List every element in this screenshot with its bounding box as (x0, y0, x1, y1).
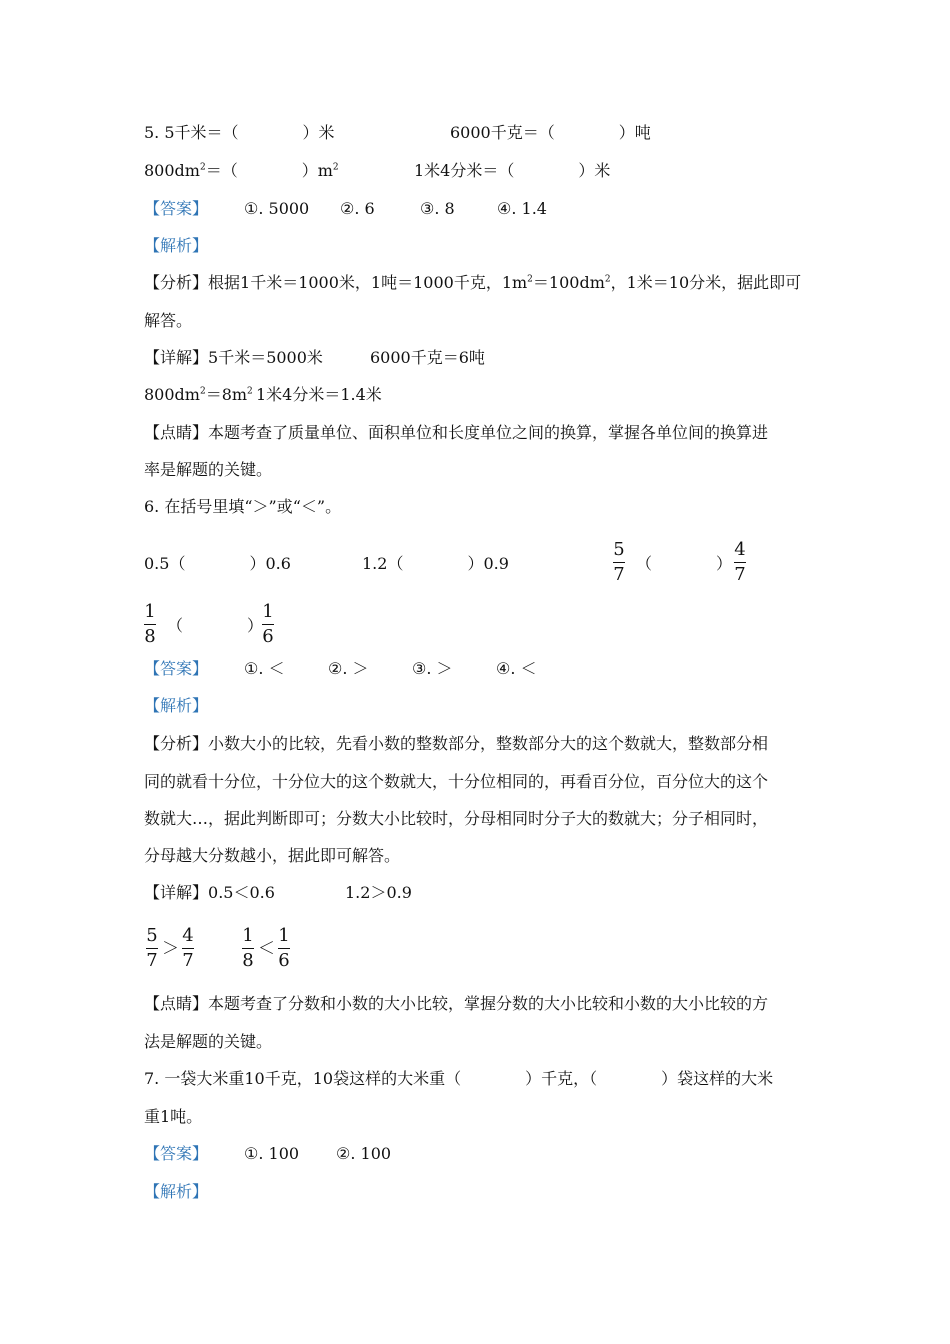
numerator: 5 (146, 925, 158, 946)
q5-answer-4: ④. 1.4 (497, 199, 547, 218)
fraction-1-6 (262, 602, 274, 647)
q5-fenxi-text-a: 根据1千米＝1000米，1吨＝1000千克，1m (208, 273, 528, 292)
q6-xiangjie-b: 1.2＞0.9 (345, 883, 412, 902)
q5-fenxi-line2: 解答。 (144, 311, 193, 330)
q5-row2 (144, 161, 339, 181)
q7-answer-1: ①. 100 (244, 1144, 300, 1163)
fraction-bar (144, 624, 156, 625)
fraction-bar (734, 562, 746, 563)
q6-fenxi-line1 (144, 734, 768, 754)
q5-item1: 5. 5千米＝（ ）米 (144, 123, 335, 142)
less-than-sign: ＜ (258, 939, 275, 959)
q5-answer-1: ①. 5000 (244, 199, 310, 218)
numerator: 4 (182, 925, 194, 946)
q5-row1 (144, 123, 335, 143)
fraction-bar (242, 948, 254, 949)
numerator: 1 (278, 925, 290, 946)
q6-answer-row (144, 659, 208, 679)
q5-xiangjie-line1 (144, 348, 323, 368)
q6-dianjing-line2: 法是解题的关键。 (144, 1032, 273, 1051)
fenxi-label: 【分析】 (144, 734, 209, 753)
numerator: 1 (262, 601, 274, 622)
numerator: 4 (734, 539, 746, 560)
q5-fenxi-line1 (144, 273, 801, 293)
denominator: 7 (734, 564, 746, 585)
q5-item3-post: ＝（ ）m (205, 161, 333, 180)
numerator: 1 (144, 601, 156, 622)
q5-xiangjie-c-mid: ＝8m (205, 385, 248, 404)
q6-jiexi-label: 【解析】 (144, 696, 209, 715)
q5-xiangjie-b: 6000千克＝6吨 (370, 348, 485, 367)
q5-answer-row (144, 199, 208, 219)
fraction-4-7 (734, 540, 746, 585)
q5-xiangjie-c-pre: 800dm (144, 385, 200, 404)
q7-line1: 7. 一袋大米重10千克，10袋这样的大米重（ ）千克，（ ）袋这样的大米 (144, 1069, 774, 1088)
q6-paren4: （ ） (167, 616, 264, 635)
numerator: 5 (613, 539, 625, 560)
q5-item4: 1米4分米＝（ ）米 (414, 161, 611, 180)
denominator: 6 (262, 626, 274, 647)
superscript-2: 2 (332, 162, 339, 173)
q6-dianjing-text: 本题考查了分数和小数的大小比较，掌握分数的大小比较和小数的大小比较的方 (208, 994, 769, 1013)
numerator: 1 (242, 925, 254, 946)
dianjing-label: 【点睛】 (144, 423, 209, 442)
denominator: 7 (146, 950, 158, 971)
superscript-2: 2 (604, 274, 611, 285)
q6-fenxi-line2: 同的就看十分位，十分位大的这个数就大，十分位相同的，再看百分位，百分位大的这个 (144, 772, 769, 791)
denominator: 8 (242, 950, 254, 971)
q7-jiexi-label: 【解析】 (144, 1182, 209, 1201)
greater-than-sign: ＞ (162, 939, 179, 959)
q7-line2: 重1吨。 (144, 1107, 203, 1126)
q5-answer-3: ③. 8 (420, 199, 455, 218)
fraction-bar (182, 948, 194, 949)
xiangjie-label: 【详解】 (144, 883, 209, 902)
denominator: 8 (144, 626, 156, 647)
superscript-2: 2 (247, 386, 253, 397)
q7-answer-row (144, 1144, 208, 1164)
q5-jiexi-label: 【解析】 (144, 236, 209, 255)
q6-xiangjie-a: 0.5＜0.6 (208, 883, 275, 902)
q6-item1: 0.5（ ）0.6 (144, 554, 291, 573)
fraction-bar (146, 948, 158, 949)
q6-answer-3: ③. ＞ (412, 659, 453, 678)
fraction-1-8 (144, 602, 156, 647)
fraction-5-7 (146, 926, 158, 971)
q5-fenxi-text-b: ＝100dm (532, 273, 605, 292)
xiangjie-label: 【详解】 (144, 348, 209, 367)
q5-dianjing-text: 本题考查了质量单位、面积单位和长度单位之间的换算，掌握各单位间的换算进 (208, 423, 769, 442)
q5-item2: 6000千克＝（ ）吨 (450, 123, 651, 142)
answer-label: 【答案】 (144, 199, 209, 218)
fenxi-label: 【分析】 (144, 273, 209, 292)
q6-paren3: （ ） (636, 554, 733, 573)
answer-label: 【答案】 (144, 659, 209, 678)
superscript-2: 2 (199, 386, 206, 397)
q6-xiangjie-line1 (144, 883, 275, 903)
q5-xiangjie-d: 1米4分米＝1.4米 (256, 385, 382, 404)
q6-answer-4: ④. ＜ (496, 659, 537, 678)
q5-answer-2: ②. 6 (340, 199, 375, 218)
superscript-2: 2 (527, 274, 533, 285)
q6-title: 6. 在括号里填“＞”或“＜”。 (144, 497, 342, 516)
q5-dianjing-line2: 率是解题的关键。 (144, 460, 273, 479)
fraction-4-7 (182, 926, 194, 971)
fraction-1-6 (278, 926, 290, 971)
q5-xiangjie-a: 5千米＝5000米 (208, 348, 323, 367)
denominator: 6 (278, 950, 290, 971)
q7-answer-2: ②. 100 (336, 1144, 392, 1163)
q6-answer-2: ②. ＞ (328, 659, 369, 678)
dianjing-label: 【点睛】 (144, 994, 209, 1013)
q6-fenxi-line3: 数就大…，据此判断即可；分数大小比较时，分母相同时分子大的数就大；分子相同时， (144, 809, 769, 828)
q6-dianjing-line1 (144, 994, 768, 1014)
denominator: 7 (182, 950, 194, 971)
fraction-1-8 (242, 926, 254, 971)
q5-xiangjie-line2 (144, 385, 253, 405)
fraction-bar (278, 948, 290, 949)
q5-dianjing-line1 (144, 423, 768, 443)
q5-item3-pre: 800dm (144, 161, 200, 180)
fraction-5-7 (613, 540, 625, 585)
denominator: 7 (613, 564, 625, 585)
q6-fenxi-text: 小数大小的比较，先看小数的整数部分，整数部分大的这个数就大，整数部分相 (208, 734, 769, 753)
fraction-bar (262, 624, 274, 625)
superscript-2: 2 (199, 162, 206, 173)
answer-label: 【答案】 (144, 1144, 209, 1163)
q5-fenxi-text-c: ，1米＝10分米，据此即可 (610, 273, 802, 292)
fraction-bar (613, 562, 625, 563)
q6-answer-1: ①. ＜ (244, 659, 285, 678)
q6-fenxi-line4: 分母越大分数越小，据此即可解答。 (144, 846, 401, 865)
q6-item2: 1.2（ ）0.9 (362, 554, 509, 573)
